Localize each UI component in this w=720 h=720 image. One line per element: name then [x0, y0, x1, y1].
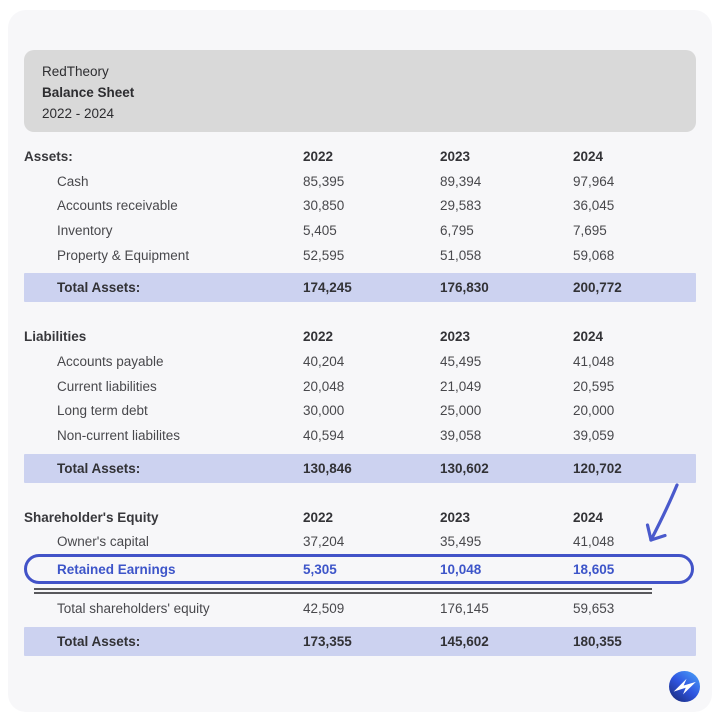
- table-row: [24, 169, 696, 194]
- cell-value: 40,204: [303, 353, 345, 369]
- total-label: Total Assets:: [57, 280, 141, 296]
- row-label: Property & Equipment: [57, 247, 190, 263]
- balance-sheet-table: [24, 144, 696, 656]
- total-value: 180,355: [573, 633, 622, 649]
- section-header-row: [24, 505, 696, 530]
- row-label: Accounts receivable: [57, 198, 178, 214]
- cell-value: 21,049: [440, 378, 482, 394]
- total-row: [24, 454, 696, 483]
- subtotal-double-rule: [34, 588, 652, 594]
- row-label: Current liabilities: [57, 378, 157, 394]
- total-value: 130,846: [303, 460, 352, 476]
- section-title: Liabilities: [24, 329, 87, 345]
- cell-value: 18,605: [573, 561, 615, 577]
- total-row: [24, 273, 696, 302]
- cell-value: 39,058: [440, 428, 482, 444]
- year-column-header: 2022: [303, 148, 334, 164]
- cell-value: 5,405: [303, 222, 337, 238]
- section-header-row: [24, 324, 696, 349]
- cell-value: 25,000: [440, 403, 482, 419]
- year-column-header: 2022: [303, 329, 334, 345]
- row-label: Inventory: [57, 222, 113, 238]
- cell-value: 20,048: [303, 378, 345, 394]
- retained-earnings-row: [24, 554, 696, 584]
- total-value: 200,772: [573, 280, 622, 296]
- row-label: Non-current liabilites: [57, 428, 181, 444]
- row-label: Accounts payable: [57, 353, 164, 369]
- year-column-header: 2023: [440, 509, 471, 525]
- period-range: 2022 - 2024: [42, 106, 115, 121]
- table-row: [24, 243, 696, 268]
- cell-value: 20,000: [573, 403, 615, 419]
- cell-value: 10,048: [440, 561, 482, 577]
- cell-value: 30,000: [303, 403, 345, 419]
- cell-value: 51,058: [440, 247, 482, 263]
- company-name: RedTheory: [42, 64, 109, 79]
- cell-value: 52,595: [303, 247, 345, 263]
- cell-value: 59,068: [573, 247, 615, 263]
- total-row: [24, 627, 696, 656]
- lightning-bolt-logo-icon: [669, 671, 700, 702]
- cell-value: 20,595: [573, 378, 615, 394]
- total-label: Total Assets:: [57, 460, 141, 476]
- total-value: 130,602: [440, 460, 489, 476]
- cell-value: 37,204: [303, 534, 345, 550]
- document-title: Balance Sheet: [42, 85, 135, 100]
- total-value: 120,702: [573, 460, 622, 476]
- cell-value: 6,795: [440, 222, 474, 238]
- cell-value: 97,964: [573, 173, 615, 189]
- total-label: Total Assets:: [57, 633, 141, 649]
- total-value: 176,830: [440, 280, 489, 296]
- row-label: Owner's capital: [57, 534, 149, 550]
- total-value: 145,602: [440, 633, 489, 649]
- cell-value: 41,048: [573, 353, 615, 369]
- year-column-header: 2024: [573, 509, 604, 525]
- cell-value: 89,394: [440, 173, 482, 189]
- cell-value: 39,059: [573, 428, 615, 444]
- cell-value: 45,495: [440, 353, 482, 369]
- year-column-header: 2024: [573, 329, 604, 345]
- title-card: [24, 50, 696, 132]
- section-liabilities: [24, 324, 696, 482]
- cell-value: 176,145: [440, 601, 489, 617]
- cell-value: 7,695: [573, 222, 607, 238]
- row-label: Cash: [57, 173, 89, 189]
- total-value: 174,245: [303, 280, 352, 296]
- table-row: [24, 218, 696, 243]
- year-column-header: 2023: [440, 329, 471, 345]
- cell-value: 85,395: [303, 173, 345, 189]
- cell-value: 5,305: [303, 561, 337, 577]
- section-title: Shareholder's Equity: [24, 509, 159, 525]
- section-title: Assets:: [24, 148, 73, 164]
- section-assets: [24, 144, 696, 302]
- table-row: [24, 349, 696, 374]
- table-row: [24, 423, 696, 448]
- cell-value: 29,583: [440, 198, 482, 214]
- table-row: [24, 374, 696, 399]
- cell-value: 35,495: [440, 534, 482, 550]
- table-row: [24, 596, 696, 621]
- section-header-row: [24, 144, 696, 169]
- table-row: [24, 193, 696, 218]
- year-column-header: 2023: [440, 148, 471, 164]
- row-label: Retained Earnings: [57, 561, 176, 577]
- cell-value: 36,045: [573, 198, 615, 214]
- cell-value: 59,653: [573, 601, 615, 617]
- cell-value: 40,594: [303, 428, 345, 444]
- table-row: [24, 399, 696, 424]
- year-column-header: 2024: [573, 148, 604, 164]
- cell-value: 41,048: [573, 534, 615, 550]
- cell-value: 42,509: [303, 601, 345, 617]
- table-row: [24, 530, 696, 555]
- row-label: Long term debt: [57, 403, 148, 419]
- total-value: 173,355: [303, 633, 352, 649]
- row-label: Total shareholders' equity: [57, 601, 210, 617]
- cell-value: 30,850: [303, 198, 345, 214]
- section-shareholders-equity: [24, 505, 696, 656]
- year-column-header: 2022: [303, 509, 334, 525]
